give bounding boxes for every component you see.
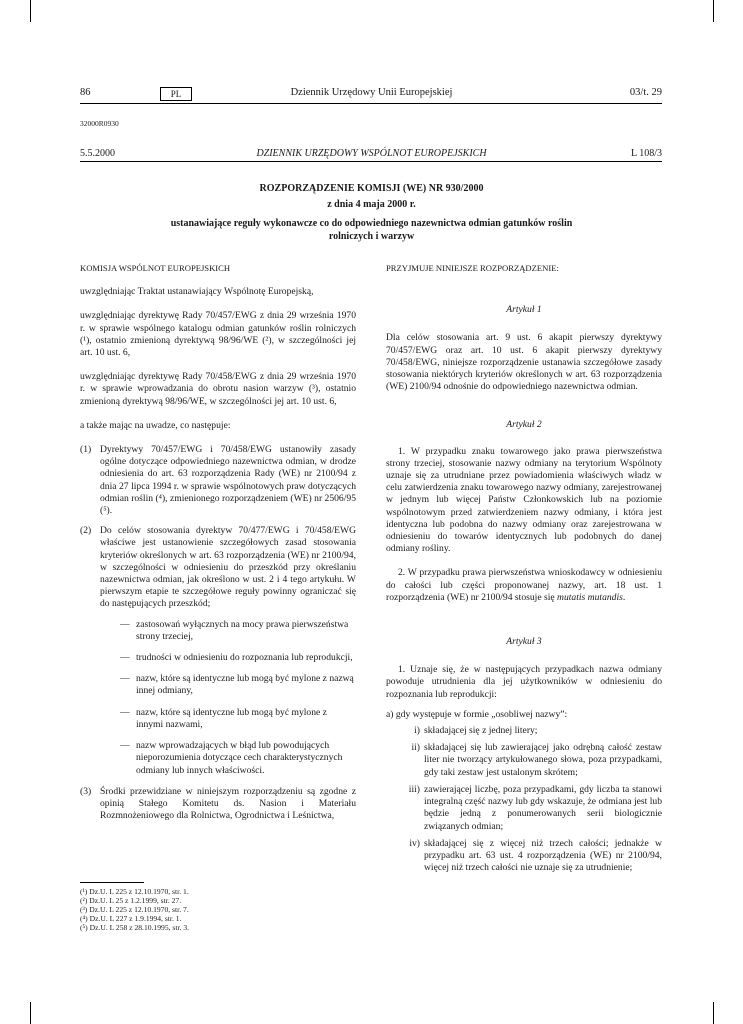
list-item: — trudności w odniesieniu do rozpoznania lub reprodukcji, [120, 652, 353, 664]
list-item: — nazw, które są identyczne lub mogą być mylone z innymi nazwami, [120, 706, 327, 730]
celex-number: 32000R0930 [80, 119, 119, 128]
header-rule [80, 103, 662, 104]
article-3-paragraph-1: 1. Uznaje się, że w następujących przypadkach nazwa odmiany powoduje utrudnienia dla jej użytkowników w odniesieniu do rozpoznania lub reprodukcji: [386, 664, 662, 700]
whereas-intro: a także mając na uwadze, co następuje: [80, 419, 231, 431]
crop-mark-top-right [713, 0, 714, 22]
right-column [386, 262, 662, 879]
footnote: (⁴) Dz.U. L 227 z 1.9.1994, str. 1. [80, 914, 182, 923]
original-date: 5.5.2000 [80, 148, 115, 159]
list-item: iv) składającej się z więcej niż trzech całości; jednakże w przypadku art. 63 ust. 4 rozporządzenia (WE) nr 2100/94, więcej niż trzech całości nie uznaje się za utrudnienie; [409, 837, 662, 874]
journal-title: Dziennik Urzędowy Unii Europejskiej [290, 87, 453, 98]
regulation-date: z dnia 4 maja 2000 r. [327, 199, 416, 210]
crop-mark-top-left [30, 0, 31, 22]
article-1-title: Artykuł 1 [506, 304, 542, 316]
adoption-formula: PRZYJMUJE NINIEJSZE ROZPORZĄDZENIE: [386, 263, 559, 273]
list-item: — nazw wprowadzających w błąd lub powodujących nieporozumienia dotyczące cech charakterystycznych odmiany lub innych właściwości. [120, 740, 343, 776]
article-3-title: Artykuł 3 [506, 636, 542, 648]
left-column [80, 262, 356, 830]
article-1-text: Dla celów stosowania art. 9 ust. 6 akapit pierwszy dyrektywy 70/457/EWG oraz art. 10 ust. 6 akapit pierwszy dyrektywy 70/458/EWG, niniejsze rozporządzenie ustanawia szczegółowe zasady stosowania niektórych kryteriów określonych w art. 63 rozporządzenia (WE) 2100/94 odnośnie do odpowiedniego nazewnictwa odmian. [386, 332, 662, 393]
footnotes [80, 887, 356, 932]
recital-directive-458: uwzględniając dyrektywę Rady 70/458/EWG z dnia 29 września 1970 r. w sprawie wprowadzania do obrotu nasion warzyw (³), ostatnio zmienioną dyrektywą 98/96/WE, w szczególności jej art. 10 ust. 6, [80, 371, 356, 407]
regulation-title: ROZPORZĄDZENIE KOMISJI (WE) NR 930/2000 [259, 183, 484, 194]
regulation-subject-line2: rolniczych i warzyw [328, 231, 415, 242]
article-3-point-a: a) gdy występuje w formie „osobliwej nazwy”: [386, 708, 568, 720]
list-item: ii) składającej się lub zawierającej jako odrębną całość zestaw liter nie tworzący artykułowanego słowa, poza przypadkami, gdy taki zestaw jest ustalonym skrótem; [411, 742, 662, 778]
recital-number: (2) [80, 525, 92, 537]
footnote-rule [80, 882, 144, 883]
list-item: — zastosowań wyłącznych na mocy prawa pierwszeństwa strony trzeciej, [120, 618, 349, 642]
recital-1 [80, 444, 356, 517]
original-header-rule [80, 161, 662, 162]
original-reference: L 108/3 [630, 148, 662, 159]
recital-2 [80, 525, 356, 610]
recital-text: Do celów stosowania dyrektyw 70/477/EWG i 70/458/EWG właściwe jest ustanowienie szczegółowych zasad stosowania kryteriów określonych w art. 63 rozporządzenia (WE) nr 2100/94, w szczególności w odniesieniu do przeszkód przy określaniu nazewnictwa odmian, jak określono w ust. 2 i 4 tego artykułu. W pierwszym etapie te szczegółowe reguły powinny ograniczać się do następujących przeszkód; [100, 525, 356, 610]
page-number: 86 [80, 87, 91, 98]
list-item: — nazw, które są identyczne lub mogą być mylone z nazwą innej odmiany, [120, 673, 354, 697]
recital-3 [80, 786, 356, 823]
footnote: (²) Dz.U. L 25 z 1.2.1999, str. 27. [80, 896, 182, 905]
crop-mark-bottom-right [713, 1002, 714, 1024]
recital-number: (1) [80, 444, 92, 456]
crop-mark-bottom-left [30, 1002, 31, 1024]
list-item: iii) zawierającej liczbę, poza przypadkami, gdy liczba ta stanowi integralną część nazwy lub gdy wskazuje, że odmiana jest lub będzie jedną z ponumerowanych serii biologicznie związanych odmian; [408, 783, 662, 832]
footnote: (³) Dz.U. L 225 z 12.10.1970, str. 7. [80, 905, 189, 914]
volume-label: 03/t. 29 [629, 87, 662, 98]
recital-number: (3) [80, 785, 92, 797]
footnote: (¹) Dz.U. L 225 z 12.10.1970, str. 1. [80, 887, 189, 896]
article-2-paragraph-1: 1. W przypadku znaku towarowego jako prawa pierwszeństwa strony trzeciej, stosowanie nazwy odmiany na terytorium Wspólnoty uznaje się za utrudniane przez powiadomienia właściwych władz w celu zatwierdzenia znaku towarowego nazwy odmiany, zarejestrowanej w jednym lub więcej Państw Członkowskich lub na poziomie wspólnotowym przed zatwierdzeniem nazwy odmiany, i która jest identyczna lub podobna do nazwy odmiany oraz zarejestrowana w odniesieniu do towarów identycznych lub podobnych do danej odmiany rośliny. [386, 445, 662, 555]
language-badge: PL [160, 87, 192, 101]
recital-treaty: uwzględniając Traktat ustanawiający Wspólnotę Europejską, [80, 286, 314, 298]
original-journal: DZIENNIK URZĘDOWY WSPÓLNOT EUROPEJSKICH [256, 148, 487, 159]
footnote: (⁵) Dz.U. L 258 z 28.10.1995, str. 3. [80, 923, 190, 932]
article-2-title: Artykuł 2 [506, 419, 542, 431]
article-2-paragraph-2: 2. W przypadku prawa pierwszeństwa wnioskodawcy w odniesieniu do całości lub części proponowanej nazwy, art. 18 ust. 1 rozporządzenia (WE) nr 2100/94 stosuje się mutatis mutandis. [386, 567, 662, 603]
recital-directive-457: uwzględniając dyrektywę Rady 70/457/EWG z dnia 29 września 1970 r. w sprawie wspólnego katalogu odmian gatunków roślin rolniczych (¹), ostatnio zmienioną dyrektywą 98/96/WE (²), w szczególności jej art. 10 ust. 6, [80, 310, 356, 359]
recital-text: Środki przewidziane w niniejszym rozporządzeniu są zgodne z opinią Stałego Komitetu ds. Nasion i Materiału Rozmnożeniowego dla Rolnictwa, Ogrodnictwa i Leśnictwa, [100, 785, 356, 822]
commission-label: KOMISJA WSPÓLNOT EUROPEJSKICH [80, 263, 231, 273]
regulation-subject-line1: ustanawiające reguły wykonawcze co do odpowiedniego nazewnictwa odmian gatunków roślin [170, 218, 573, 229]
recital-text: Dyrektywy 70/457/EWG i 70/458/EWG ustanowiły zasady ogólne dotyczące odpowiedniego nazewnictwa odmian, w drodze odniesienia do art. 63 rozporządzenia Rady (WE) nr 2100/94 z dnia 27 lipca 1994 r. w sprawie wspólnotowych praw dotyczących odmian roślin (⁴), zmienionego rozporządzeniem (WE) nr 2506/95 (⁵). [100, 444, 356, 517]
list-item: i) składającej się z jednej litery; [414, 725, 538, 737]
